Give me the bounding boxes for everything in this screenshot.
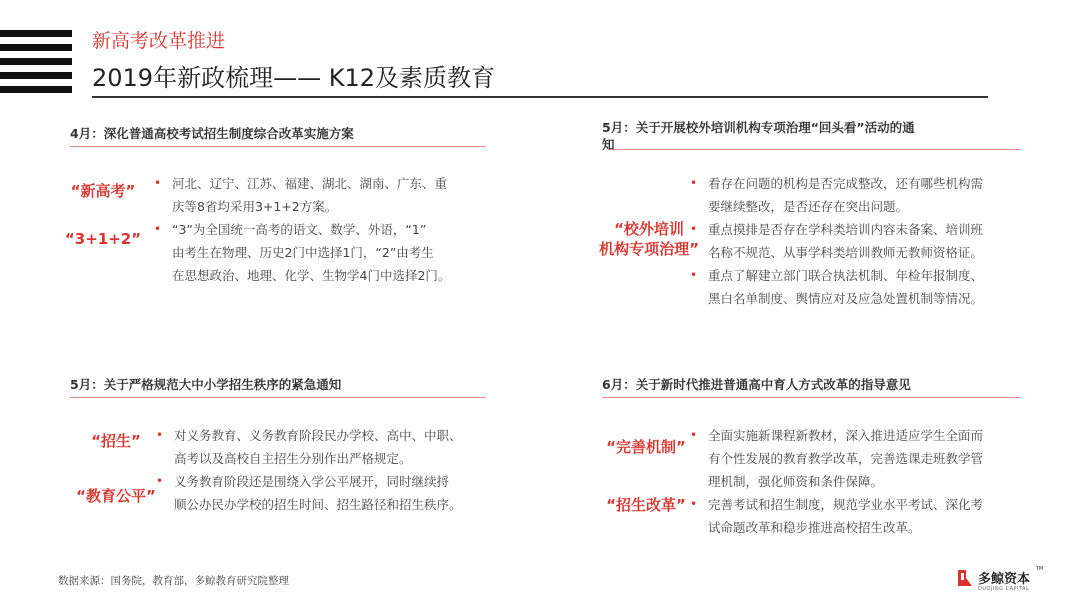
section-april [70,125,486,147]
bullet-dot-icon: • [154,222,162,236]
tag-education-equity: “教育公平” [76,487,156,505]
section-heading: 6月：关于新时代推进普通高中育人方式改革的指导意见 [602,377,911,392]
list-item: • 重点了解建立部门联合执法机制、年检年报制度、 黑白名单制度、舆情应对及应急处置机制等情况。 [690,264,1020,310]
section-divider [70,397,486,398]
list-item: • 全面实施新课程新教材，深入推进适应学生全面而 有个性发展的教育教学改革，完善选课走班教学管 理机制，强化师资和条件保障。 [690,424,1020,493]
tag-admission-reform: “招生改革” [606,496,686,514]
data-source-note: 数据来源：国务院，教育部，多鲸教育研究院整理 [58,575,289,587]
tag-improve-mechanism: “完善机制” [606,438,686,456]
tag-enrollment: “招生” [91,432,141,450]
page-subtitle: 新高考改革推进 [92,30,226,52]
logo-tm: TM [1036,566,1044,572]
section-june-bullets [690,424,1020,539]
list-item: • 河北、辽宁、江苏、福建、湖北、湖南、广东、重 庆等8省均采用3+1+2方案。 [154,172,474,218]
list-item: • 重点摸排是否存在学科类培训内容未备案、培训班 名称不规范、从事学科类培训教师无教师资格证。 [690,218,1020,264]
section-june [602,376,1020,398]
section-heading-line-2: 知 [602,137,615,152]
section-heading: 4月：深化普通高校考试招生制度综合改革实施方案 [70,126,354,141]
list-item: • 看存在问题的机构是否完成整改，还有哪些机构需 要继续整改，是否还存在突出问题。 [690,172,1020,218]
bullet-dot-icon: • [154,176,162,190]
page-title: 2019年新政梳理—— K12及素质教育 [92,64,495,92]
list-item: • 完善考试和招生制度，规范学业水平考试、深化考 试命题改革和稳步推进高校招生改革。 [690,493,1020,539]
bullet-dot-icon: • [156,428,164,442]
section-april-bullets [154,172,474,287]
section-divider [602,397,1020,398]
tag-training-governance: “校外培训 机构专项治理” [599,220,699,258]
bullet-dot-icon: • [156,474,164,488]
section-may-enrollment [70,376,486,398]
bullet-dot-icon: • [690,176,698,190]
section-divider [610,149,1020,150]
title-divider [92,96,988,98]
whale-logo-icon [956,568,974,588]
section-may-enrollment-bullets [156,424,486,516]
list-item: • 对义务教育、义务教育阶段民办学校、高中、中职、 高考以及高校自主招生分别作出严格规定。 [156,424,486,470]
bullet-dot-icon: • [690,268,698,282]
bullet-dot-icon: • [690,428,698,442]
logo-text: 多鲸资本 [978,572,1031,587]
tag-3-1-2: “3+1+2” [64,230,142,248]
section-may-training-bullets [690,172,1020,310]
bullet-dot-icon: • [690,222,698,236]
section-heading-line-1: 5月：关于开展校外培训机构专项治理“回头看”活动的通 [602,120,915,135]
brand-logo [956,566,1046,594]
bullet-dot-icon: • [690,497,698,511]
tag-new-gaokao: “新高考” [70,182,136,200]
section-divider [70,146,486,147]
list-item: • “3”为全国统一高考的语文、数学、外语，“1” 由考生在物理、历史2门中选择1门，“2”由考生 在思想政治、地理、化学、生物学4门中选择2门。 [154,218,474,287]
section-heading: 5月：关于严格规范大中小学招生秩序的紧急通知 [70,377,342,392]
list-item: • 义务教育阶段还是围绕入学公平展开，同时继续捋 顺公办民办学校的招生时间、招生路径和招生秩序。 [156,470,486,516]
logo-subtext: DUOJING CAPITAL [978,586,1030,592]
header-stripes-decoration [0,30,72,100]
section-may-training [602,119,1020,150]
